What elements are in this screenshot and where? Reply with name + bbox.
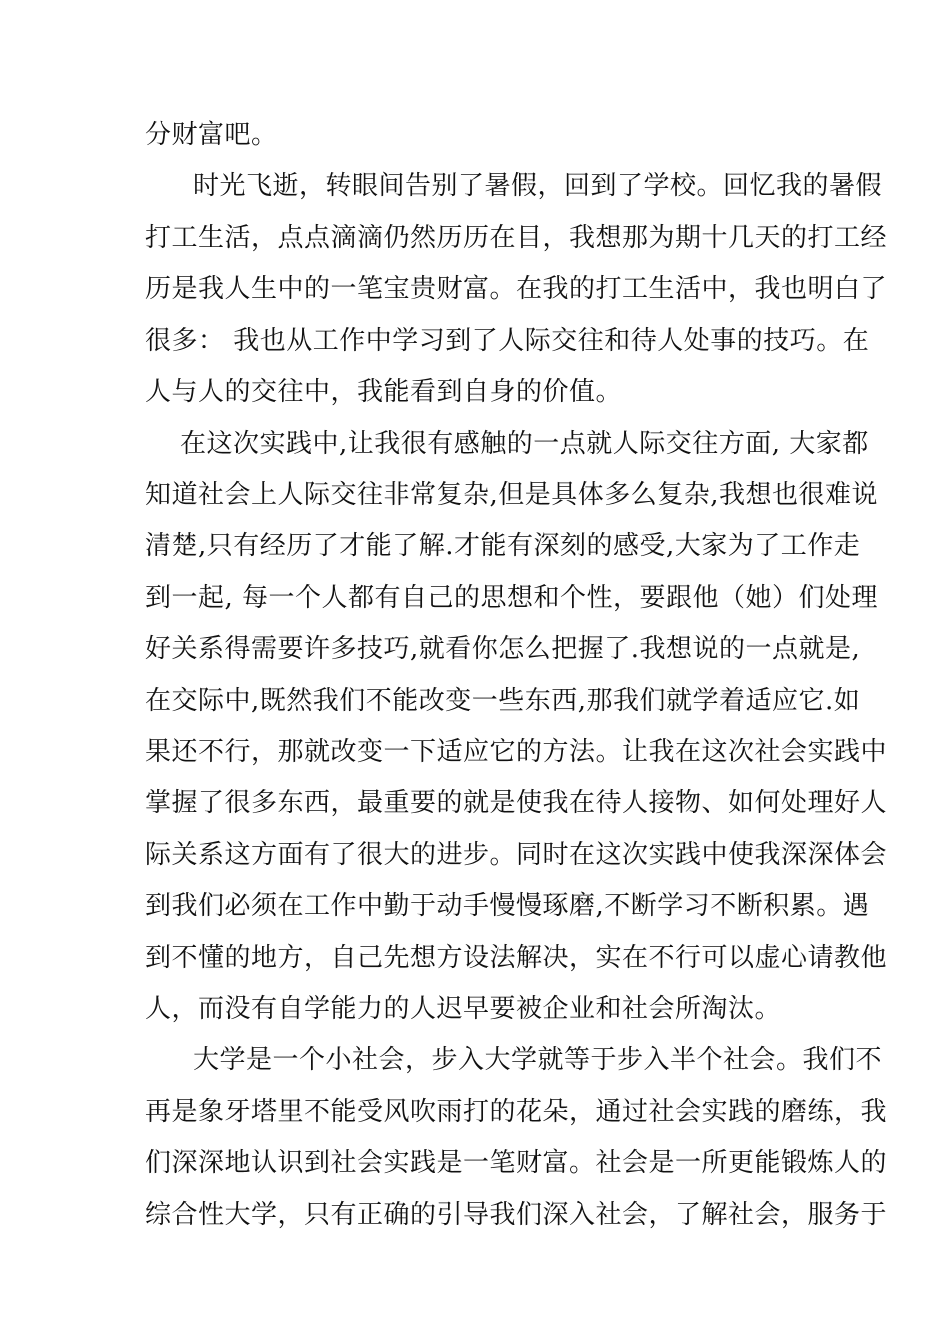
text-line: 很多： 我也从工作中学习到了人际交往和待人处事的技巧。在 xyxy=(145,326,870,356)
text-line: 历是我人生中的一笔宝贵财富。在我的打工生活中，我也明白了 xyxy=(145,274,888,304)
text-line: 综合性大学，只有正确的引导我们深入社会，了解社会，服务于 xyxy=(145,1200,888,1230)
text-line: 果还不行，那就改变一下适应它的方法。让我在这次社会实践中 xyxy=(145,737,888,767)
text-line: 好关系得需要许多技巧,就看你怎么把握了.我想说的一点就是, xyxy=(145,634,861,664)
text-line: 打工生活，点点滴滴仍然历历在目，我想那为期十几天的打工经 xyxy=(145,223,888,253)
text-line: 人与人的交往中，我能看到自身的价值。 xyxy=(145,377,623,407)
text-line: 到一起, 每一个人都有自己的思想和个性，要跟他（她）们处理 xyxy=(145,583,879,613)
paragraph-start-line: 时光飞逝，转眼间告别了暑假，回到了学校。回忆我的暑假 xyxy=(193,171,883,201)
text-line: 再是象牙塔里不能受风吹雨打的花朵，通过社会实践的磨练，我 xyxy=(145,1097,888,1127)
text-line: 人，而没有自学能力的人迟早要被企业和社会所淘汰。 xyxy=(145,994,782,1024)
text-line: 掌握了很多东西，最重要的就是使我在待人接物、如何处理好人 xyxy=(145,788,888,818)
text-line: 到我们必须在工作中勤于动手慢慢琢磨,不断学习不断积累。遇 xyxy=(145,891,870,921)
text-line: 分财富吧。 xyxy=(145,120,278,150)
paragraph-start-line: 大学是一个小社会，步入大学就等于步入半个社会。我们不 xyxy=(193,1045,883,1075)
paragraph-start-line: 在这次实践中,让我很有感触的一点就人际交往方面, 大家都 xyxy=(180,429,869,459)
text-line: 们深深地认识到社会实践是一笔财富。社会是一所更能锻炼人的 xyxy=(145,1148,888,1178)
text-line: 知道社会上人际交往非常复杂,但是具体多么复杂,我想也很难说 xyxy=(145,480,879,510)
text-line: 清楚,只有经历了才能了解.才能有深刻的感受,大家为了工作走 xyxy=(145,531,861,561)
text-line: 到不懂的地方，自己先想方设法解决，实在不行可以虚心请教他 xyxy=(145,943,888,973)
text-line: 际关系这方面有了很大的进步。同时在这次实践中使我深深体会 xyxy=(145,840,888,870)
text-line: 在交际中,既然我们不能改变一些东西,那我们就学着适应它.如 xyxy=(145,686,861,716)
